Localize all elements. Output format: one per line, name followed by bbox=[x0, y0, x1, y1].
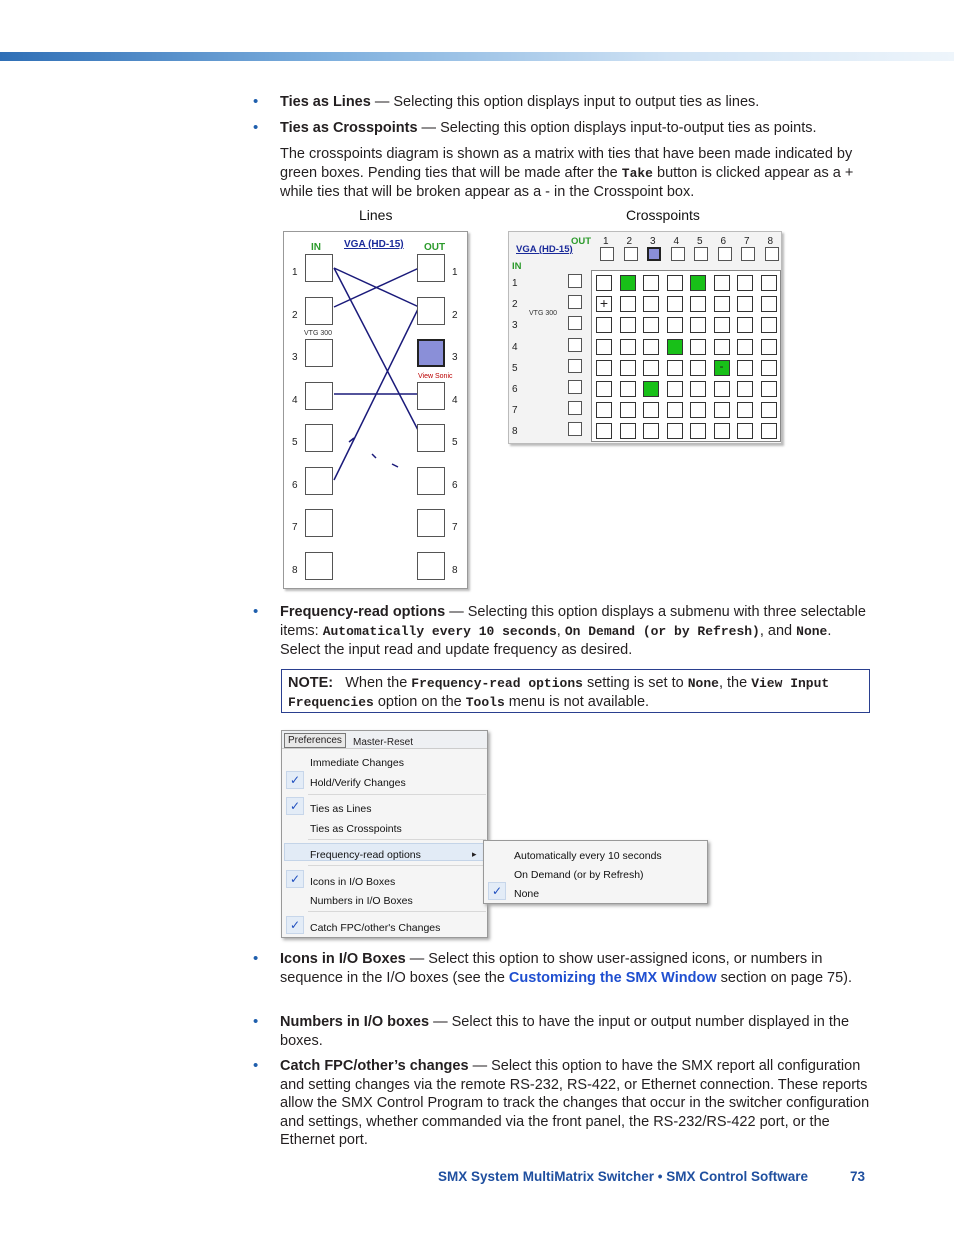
crosspoint-cell[interactable] bbox=[643, 296, 659, 312]
term: Catch FPC/other’s changes bbox=[280, 1058, 469, 1074]
output-box[interactable] bbox=[765, 247, 779, 261]
crosspoint-cell[interactable] bbox=[737, 317, 753, 333]
crosspoint-cell[interactable] bbox=[690, 296, 706, 312]
output-box[interactable] bbox=[741, 247, 755, 261]
term: Ties as Crosspoints bbox=[280, 120, 418, 136]
input-row-number: 4 bbox=[512, 341, 518, 353]
output-box[interactable] bbox=[600, 247, 614, 261]
crosspoint-cell[interactable] bbox=[737, 360, 753, 376]
output-column-number: 4 bbox=[673, 236, 680, 247]
crosspoint-cell[interactable] bbox=[620, 296, 636, 312]
input-number: 1 bbox=[292, 267, 298, 278]
input-number: 8 bbox=[292, 564, 298, 576]
crosspoint-cell[interactable] bbox=[761, 381, 777, 397]
crosspoint-cell[interactable] bbox=[620, 402, 636, 418]
tie-line bbox=[334, 268, 419, 432]
numbers-item bbox=[280, 1013, 870, 1050]
input-row-number: 2 bbox=[512, 299, 518, 311]
monitor-icon[interactable] bbox=[647, 247, 661, 261]
crosspoint-cell[interactable] bbox=[643, 381, 659, 397]
input-row-number: 6 bbox=[512, 384, 518, 395]
output-box[interactable] bbox=[417, 254, 445, 282]
in-icon-label: VTG 300 bbox=[529, 310, 558, 317]
check-icon: ✓ bbox=[286, 870, 304, 888]
crosspoint-cell[interactable] bbox=[620, 339, 636, 355]
output-number: 8 bbox=[452, 564, 458, 576]
submenu-arrow-icon: ▸ bbox=[472, 849, 477, 859]
check-icon: ✓ bbox=[488, 882, 506, 900]
crosspoint-cell[interactable] bbox=[620, 423, 636, 439]
term: Frequency-read options bbox=[280, 604, 446, 620]
out-header: OUT bbox=[571, 236, 592, 247]
code: Tools bbox=[465, 695, 505, 710]
preferences-menu bbox=[281, 730, 488, 938]
footer-title: SMX System MultiMatrix Switcher • SMX Control Software bbox=[438, 1169, 809, 1184]
text: setting is set to bbox=[582, 675, 688, 691]
code: Frequency-read options bbox=[411, 676, 583, 691]
menu-item-immediate[interactable]: Immediate Changes bbox=[310, 757, 404, 769]
pending-tie-dash bbox=[392, 464, 398, 467]
input-number: 6 bbox=[292, 479, 298, 491]
crosspoint-cell[interactable] bbox=[737, 296, 753, 312]
input-row-number: 3 bbox=[512, 320, 518, 332]
output-box[interactable] bbox=[671, 247, 685, 261]
crosspoint-cell[interactable] bbox=[690, 381, 706, 397]
output-column-number: 8 bbox=[767, 236, 774, 247]
menu-item-icons[interactable]: Icons in I/O Boxes bbox=[310, 876, 396, 888]
monitor-icon[interactable] bbox=[417, 339, 445, 367]
text: , the bbox=[718, 675, 752, 691]
input-box[interactable] bbox=[568, 316, 582, 330]
separator bbox=[308, 794, 486, 795]
crosspoint-cell[interactable] bbox=[667, 423, 683, 439]
check-icon: ✓ bbox=[286, 771, 304, 789]
output-number: 7 bbox=[452, 522, 458, 533]
crosspoint-cell[interactable] bbox=[690, 360, 706, 376]
icons-item bbox=[280, 950, 870, 987]
separator bbox=[308, 839, 486, 840]
output-box[interactable] bbox=[417, 297, 445, 325]
crosspoint-cell[interactable] bbox=[620, 360, 636, 376]
crosspoint-cell[interactable] bbox=[690, 317, 706, 333]
separator bbox=[308, 911, 486, 912]
output-column-number: 2 bbox=[626, 236, 633, 247]
crosspoints-paragraph bbox=[280, 145, 870, 202]
output-box[interactable] bbox=[718, 247, 732, 261]
bullet-icon: • bbox=[253, 93, 259, 110]
crosspoint-cell[interactable] bbox=[761, 317, 777, 333]
vga-header: VGA (HD-15) bbox=[344, 239, 404, 250]
output-box[interactable] bbox=[417, 467, 445, 495]
note-label: NOTE: bbox=[288, 675, 334, 691]
in-icon-label: VTG 300 bbox=[304, 330, 333, 337]
submenu-item-auto[interactable]: Automatically every 10 seconds bbox=[514, 850, 662, 862]
menu-bar bbox=[282, 731, 487, 749]
input-box[interactable] bbox=[305, 254, 333, 282]
output-number: 3 bbox=[452, 352, 458, 363]
crosspoint-cell[interactable] bbox=[761, 402, 777, 418]
text: , and bbox=[759, 622, 797, 639]
master-reset-tab[interactable]: Master-Reset bbox=[353, 737, 414, 748]
crosspoint-cell[interactable] bbox=[643, 339, 659, 355]
page-number: 73 bbox=[850, 1169, 866, 1184]
crosspoint-cell[interactable] bbox=[620, 317, 636, 333]
crosspoints-figure-title: Crosspoints bbox=[626, 207, 700, 223]
crosspoint-cell[interactable] bbox=[714, 402, 730, 418]
code: On Demand (or by Refresh) bbox=[564, 623, 760, 639]
text: section on page 75). bbox=[716, 969, 853, 986]
crosspoint-cell[interactable] bbox=[596, 423, 612, 439]
take-code: Take bbox=[621, 165, 653, 181]
out-header: OUT bbox=[424, 242, 446, 253]
frequency-read-item bbox=[280, 603, 870, 660]
output-number: 5 bbox=[452, 437, 458, 448]
output-number: 6 bbox=[452, 479, 458, 491]
crosspoint-cell[interactable] bbox=[667, 402, 683, 418]
output-box[interactable] bbox=[417, 509, 445, 537]
input-number: 5 bbox=[292, 437, 298, 448]
crosspoint-cell[interactable] bbox=[714, 275, 730, 291]
pending-tie-dash bbox=[372, 454, 376, 458]
output-column-number: 6 bbox=[720, 236, 727, 247]
crosspoint-cell[interactable] bbox=[714, 296, 730, 312]
text: — Select this option to show user-assigned icons, or numbers in sequence in the I/O boxes (see the bbox=[280, 951, 823, 986]
output-column-number: 3 bbox=[650, 236, 656, 247]
crosspoint-cell[interactable] bbox=[690, 402, 706, 418]
input-box[interactable] bbox=[305, 552, 333, 580]
in-header: IN bbox=[512, 261, 522, 272]
crosspoint-cell[interactable] bbox=[667, 381, 683, 397]
crosspoint-cell[interactable] bbox=[643, 423, 659, 439]
output-number: 1 bbox=[452, 267, 458, 278]
term: Icons in I/O Boxes bbox=[280, 951, 406, 967]
crosspoint-cell[interactable] bbox=[690, 423, 706, 439]
menu-item-frequency[interactable]: Frequency-read options bbox=[310, 849, 421, 861]
crosspoint-cell[interactable] bbox=[761, 296, 777, 312]
desc: — Selecting this option displays input-to-output ties as points. bbox=[417, 120, 817, 136]
bullet-icon: • bbox=[253, 1057, 259, 1074]
input-box[interactable] bbox=[305, 467, 333, 495]
input-row-number: 1 bbox=[512, 278, 518, 289]
input-box[interactable] bbox=[305, 509, 333, 537]
desc: — Select this option to have the SMX report all configuration and setting changes via the remote RS-232, RS-422, or Ethernet connection. These reports allow the SMX Control Program to track the changes that occur in the switcher configuration and settings, whether commanded via the front panel, the RS-232/RS-422 port, or the Ethernet port. bbox=[280, 1058, 870, 1148]
crosspoint-cell[interactable] bbox=[620, 381, 636, 397]
crosspoint-cell[interactable] bbox=[596, 275, 612, 291]
text: . Select the input read and update frequency as desired. bbox=[280, 622, 832, 658]
crosspoint-cell[interactable] bbox=[596, 360, 612, 376]
input-number: 3 bbox=[292, 352, 298, 363]
crosspoint-cell[interactable] bbox=[643, 317, 659, 333]
input-row-number: 7 bbox=[512, 405, 518, 417]
crosspoint-cell[interactable] bbox=[596, 402, 612, 418]
output-box[interactable] bbox=[624, 247, 638, 261]
frequency-submenu bbox=[483, 840, 708, 904]
input-box[interactable] bbox=[568, 422, 582, 436]
crosspoint-cell[interactable] bbox=[737, 275, 753, 291]
pending-tie-cell[interactable]: + bbox=[596, 296, 612, 312]
separator bbox=[308, 865, 486, 866]
code: View Input Frequencies bbox=[288, 676, 830, 710]
input-number: 7 bbox=[292, 522, 298, 533]
crosspoint-cell[interactable] bbox=[643, 275, 659, 291]
menu-item-ties-crosspoints[interactable]: Ties as Crosspoints bbox=[310, 823, 402, 835]
check-icon: ✓ bbox=[286, 797, 304, 815]
output-box[interactable] bbox=[694, 247, 708, 261]
input-row-number: 8 bbox=[512, 426, 518, 438]
vga-header: VGA (HD-15) bbox=[516, 244, 573, 255]
output-box[interactable] bbox=[417, 552, 445, 580]
crosspoint-cell[interactable] bbox=[761, 339, 777, 355]
text: When the bbox=[345, 675, 412, 691]
crosspoint-cell[interactable] bbox=[690, 275, 706, 291]
output-box[interactable] bbox=[417, 424, 445, 452]
crosspoint-cell[interactable] bbox=[737, 423, 753, 439]
crosspoint-cell[interactable] bbox=[714, 317, 730, 333]
input-box[interactable] bbox=[305, 424, 333, 452]
code: None bbox=[687, 676, 719, 691]
crosspoint-cell[interactable] bbox=[714, 381, 730, 397]
input-row-number: 5 bbox=[512, 362, 518, 374]
crosspoint-cell[interactable] bbox=[596, 317, 612, 333]
crosspoint-cell[interactable] bbox=[737, 381, 753, 397]
input-box[interactable] bbox=[568, 295, 582, 309]
in-header: IN bbox=[311, 242, 321, 253]
desc: — Selecting this option displays input to output ties as lines. bbox=[370, 94, 760, 110]
input-box[interactable] bbox=[568, 274, 582, 288]
crosspoint-cell[interactable] bbox=[714, 339, 730, 355]
crosspoint-cell[interactable] bbox=[761, 360, 777, 376]
text: , bbox=[556, 622, 565, 639]
output-number: 2 bbox=[452, 309, 458, 321]
output-column-number: 7 bbox=[744, 236, 750, 247]
ties-as-crosspoints-item bbox=[280, 119, 870, 138]
crosspoint-cell[interactable] bbox=[761, 275, 777, 291]
text: option on the bbox=[373, 694, 466, 710]
bullet-icon: • bbox=[253, 950, 259, 967]
crosspoint-cell[interactable] bbox=[667, 275, 683, 291]
crosspoint-cell[interactable] bbox=[667, 317, 683, 333]
crosspoint-cell[interactable] bbox=[596, 339, 612, 355]
output-number: 4 bbox=[452, 394, 458, 406]
output-column-number: 1 bbox=[603, 236, 609, 247]
catch-item bbox=[280, 1057, 870, 1150]
menu-item-ties-lines[interactable]: Ties as Lines bbox=[310, 803, 372, 815]
submenu-item-none[interactable]: None bbox=[514, 888, 540, 900]
bullet-icon: • bbox=[253, 603, 259, 620]
crosspoint-cell[interactable] bbox=[620, 275, 636, 291]
text: menu is not available. bbox=[504, 694, 650, 710]
input-number: 4 bbox=[292, 394, 298, 406]
check-icon: ✓ bbox=[286, 916, 304, 934]
input-box[interactable] bbox=[305, 382, 333, 410]
preferences-tab[interactable]: Preferences bbox=[284, 733, 346, 748]
text: — Selecting this option displays a submenu with three selectable items: bbox=[280, 604, 866, 639]
desc: — Select this to have the input or output number displayed in the boxes. bbox=[280, 1014, 850, 1049]
crosspoint-cell[interactable] bbox=[761, 423, 777, 439]
crosspoint-cell[interactable] bbox=[714, 423, 730, 439]
menu-item-catch[interactable]: Catch FPC/other's Changes bbox=[310, 922, 441, 934]
code: None bbox=[796, 623, 828, 639]
crosspoints-diagram bbox=[508, 231, 782, 444]
term: Ties as Lines bbox=[280, 94, 371, 110]
crosspoint-cell[interactable] bbox=[643, 402, 659, 418]
crosspoint-cell[interactable] bbox=[643, 360, 659, 376]
lines-figure-title: Lines bbox=[359, 207, 393, 223]
menu-item-hold-verify[interactable]: Hold/Verify Changes bbox=[310, 777, 406, 789]
code: Automatically every 10 seconds bbox=[322, 623, 557, 639]
crosspoint-cell[interactable] bbox=[596, 381, 612, 397]
output-column-number: 5 bbox=[697, 236, 703, 247]
out-icon-label: View Sonic bbox=[418, 373, 453, 380]
crosspoint-matrix bbox=[591, 270, 781, 442]
input-box[interactable] bbox=[568, 338, 582, 352]
term: Numbers in I/O boxes bbox=[280, 1014, 430, 1030]
bullet-icon: • bbox=[253, 119, 259, 136]
crosspoint-cell[interactable] bbox=[667, 360, 683, 376]
input-box[interactable] bbox=[305, 297, 333, 325]
input-number: 2 bbox=[292, 309, 298, 321]
submenu-item-on-demand[interactable]: On Demand (or by Refresh) bbox=[514, 869, 644, 881]
header-gradient-bar bbox=[0, 52, 954, 61]
crosspoint-cell[interactable] bbox=[737, 339, 753, 355]
crosspoint-cell[interactable] bbox=[667, 296, 683, 312]
input-box[interactable] bbox=[568, 359, 582, 373]
crosspoint-cell[interactable] bbox=[667, 339, 683, 355]
customizing-link[interactable]: Customizing the SMX Window bbox=[508, 969, 717, 986]
crosspoint-cell[interactable] bbox=[737, 402, 753, 418]
pending-break-cell[interactable]: - bbox=[714, 360, 730, 376]
input-box[interactable] bbox=[568, 401, 582, 415]
ties-as-lines-item bbox=[280, 93, 870, 112]
lines-diagram bbox=[283, 231, 468, 589]
text: The crosspoints diagram is shown as a matrix with ties that have been made indicated by green boxes. Pending ties that will be made after the bbox=[280, 146, 853, 181]
text: button is clicked appear as a + while ties that will be broken appear as a - in the Crosspoint box. bbox=[280, 164, 854, 200]
menu-item-numbers[interactable]: Numbers in I/O Boxes bbox=[310, 895, 413, 907]
crosspoint-cell[interactable] bbox=[690, 339, 706, 355]
input-box[interactable] bbox=[568, 380, 582, 394]
note-box bbox=[281, 669, 870, 713]
bullet-icon: • bbox=[253, 1013, 259, 1030]
